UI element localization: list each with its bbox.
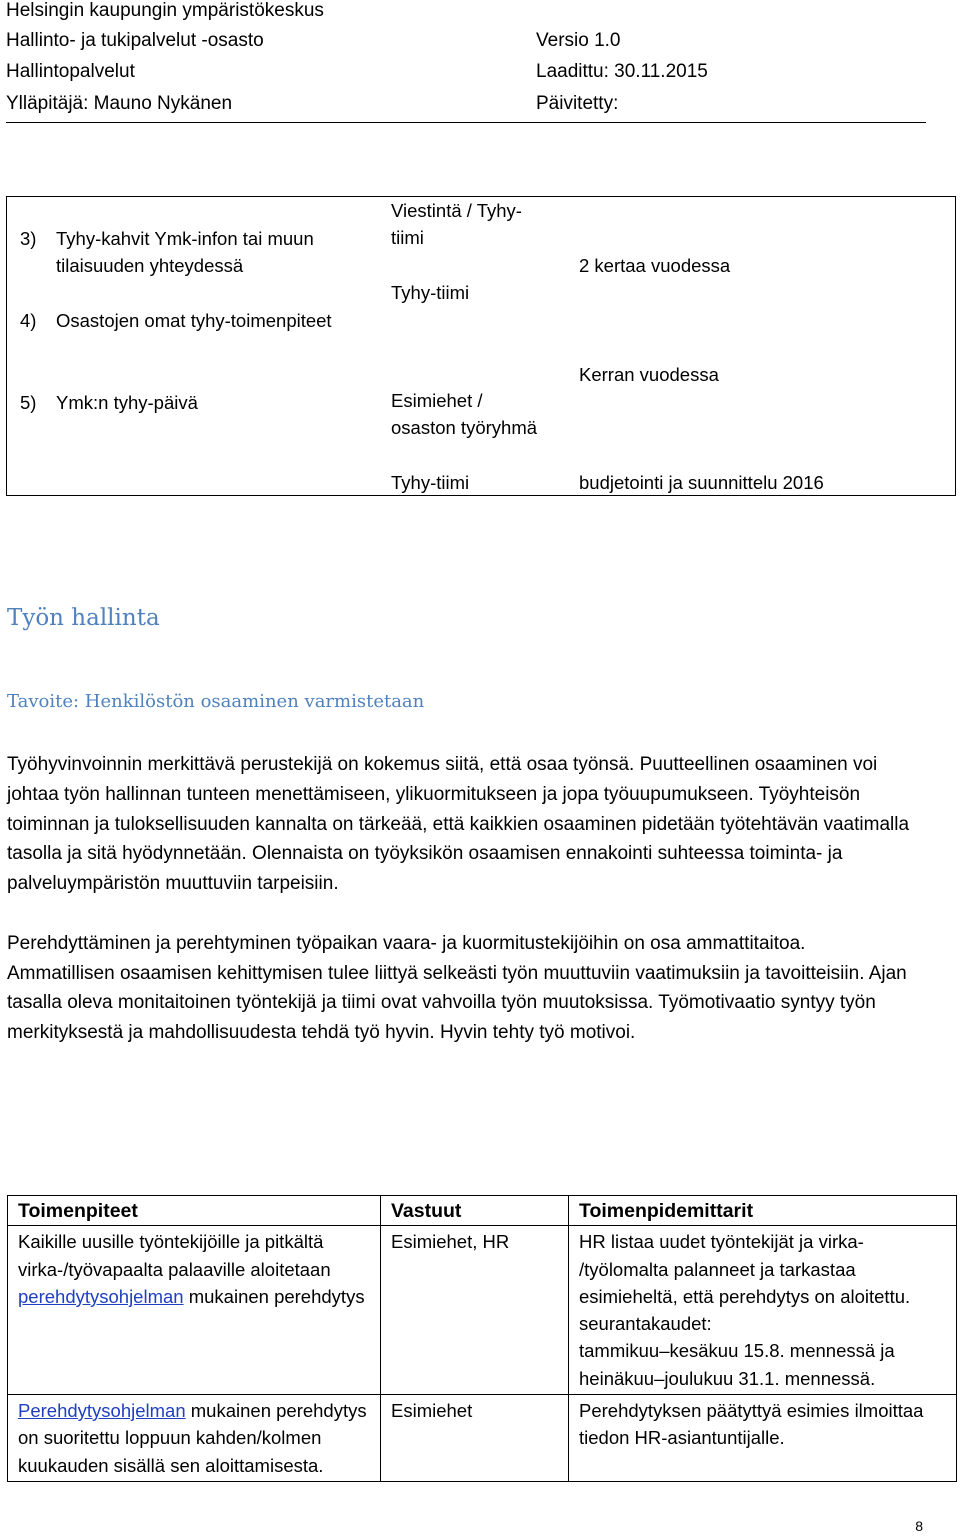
table-cell	[8, 1395, 381, 1482]
paragraph: Työhyvinvoinnin merkittävä perustekijä on kokemus siitä, että osaa työnsä. Puutteellinen osaaminen voi johtaa työn hallinnan tunteen menettämiseen, ylikuormitukseen ja jopa työuupumukseen. Työyhteisön toiminnan ja tuloksellisuuden kannalta on tärkeää, että kaikkien osaaminen pidetään työtehtävän vaatimalla tasolla ja sitä hyödynnetään. Olennaista on työyksikön osaamisen ennakointi suhteessa toiminta- ja palveluympäristön muuttuviin tarpeisiin.	[7, 754, 910, 895]
table-row	[8, 1226, 957, 1395]
column-header: Vastuut	[381, 1196, 569, 1226]
frequency-1: 2 kertaa vuodessa	[579, 255, 731, 276]
table-cell: Esimiehet	[381, 1395, 569, 1482]
header-unit: Hallintopalvelut	[6, 61, 135, 82]
responsible-1: Viestintä / Tyhy-	[391, 200, 522, 221]
paragraph: Perehdyttäminen ja perehtyminen työpaikan vaara- ja kuormitustekijöihin on osa ammattitaitoa.	[7, 932, 806, 954]
column-header: Toimenpidemittarit	[569, 1196, 957, 1226]
frequency-3: budjetointi ja suunnittelu 2016	[579, 472, 824, 493]
header-dept: Hallinto- ja tukipalvelut -osasto	[6, 30, 264, 51]
header-maintainer: Ylläpitäjä: Mauno Nykänen	[6, 93, 233, 114]
section-title: Työn hallinta	[7, 605, 160, 631]
responsible-3: Esimiehet /	[391, 390, 483, 411]
header-rule	[6, 122, 926, 123]
table-item-4	[20, 307, 332, 334]
item-text: Tyhy-kahvit Ymk-infon tai muun	[56, 228, 314, 249]
page-number: 8	[915, 1518, 923, 1534]
item-number: 5)	[20, 392, 37, 413]
responsible-3-cont: osaston työryhmä	[391, 417, 538, 438]
cell-text: mukainen perehdytys	[183, 1285, 365, 1307]
paragraph: Ammatillisen osaamisen kehittymisen tulee liittyä selkeästi työn muuttuviin vaatimuksiin ja tavoitteisiin. Ajan tasalla oleva monitaitoinen työntekijä ja tiimi ovat vahvoilla työn muutoksissa. Työmotivaatio syntyy työn merkityksestä ja mahdollisuudesta tehdä työ hyvin. Hyvin tehty työ motivoi.	[7, 962, 907, 1044]
onboarding-program-link[interactable]: Perehdytysohjelman	[18, 1400, 186, 1422]
section-goal: Tavoite: Henkilöstön osaaminen varmistetaan	[7, 691, 425, 712]
table-header-row	[8, 1196, 957, 1226]
table-cell	[569, 1226, 957, 1395]
table-item-5	[20, 389, 198, 416]
responsible-4: Tyhy-tiimi	[391, 472, 470, 493]
header-updated: Päivitetty:	[536, 93, 619, 114]
cell-text: Kaikille uusille työntekijöille ja pitkältä virka-/työvapaalta palaaville aloitetaan	[18, 1231, 331, 1280]
table-item-3-cont: tilaisuuden yhteydessä	[56, 255, 244, 276]
cell-text: /työlomalta palanneet ja tarkastaa esimieheltä, että perehdytys on aloitettu. seurantakaudet:	[579, 1258, 911, 1335]
item-text: Osastojen omat tyhy-toimenpiteet	[56, 310, 332, 331]
item-number: 3)	[20, 228, 37, 249]
table-cell: Perehdytyksen päätyttyä esimies ilmoittaa tiedon HR-asiantuntijalle.	[569, 1395, 957, 1482]
body-text	[7, 750, 927, 1048]
column-header: Toimenpiteet	[8, 1196, 381, 1226]
cell-text: mukainen perehdytys on suoritettu loppuun kahden/kolmen kuukauden sisällä sen aloittamisesta.	[18, 1400, 367, 1476]
frequency-2: Kerran vuodessa	[579, 364, 719, 385]
header-version: Versio 1.0	[536, 30, 621, 51]
cell-text: HR listaa uudet työntekijät ja virka-	[579, 1231, 864, 1253]
actions-table	[7, 1195, 957, 1482]
table-item-3	[20, 225, 314, 252]
responsible-2: Tyhy-tiimi	[391, 282, 470, 303]
item-text: Ymk:n tyhy-päivä	[56, 392, 198, 413]
header-created: Laadittu: 30.11.2015	[536, 61, 708, 82]
table-cell: Esimiehet, HR	[381, 1226, 569, 1395]
table-row	[8, 1395, 957, 1482]
onboarding-program-link[interactable]: perehdytysohjelman	[18, 1285, 184, 1307]
table-cell	[8, 1226, 381, 1395]
item-number: 4)	[20, 310, 37, 331]
cell-text: tammikuu–kesäkuu 15.8. mennessä ja heinäkuu–joulukuu 31.1. mennessä.	[579, 1340, 895, 1389]
header-org: Helsingin kaupungin ympäristökeskus	[6, 0, 324, 21]
responsible-1-cont: tiimi	[391, 227, 424, 248]
